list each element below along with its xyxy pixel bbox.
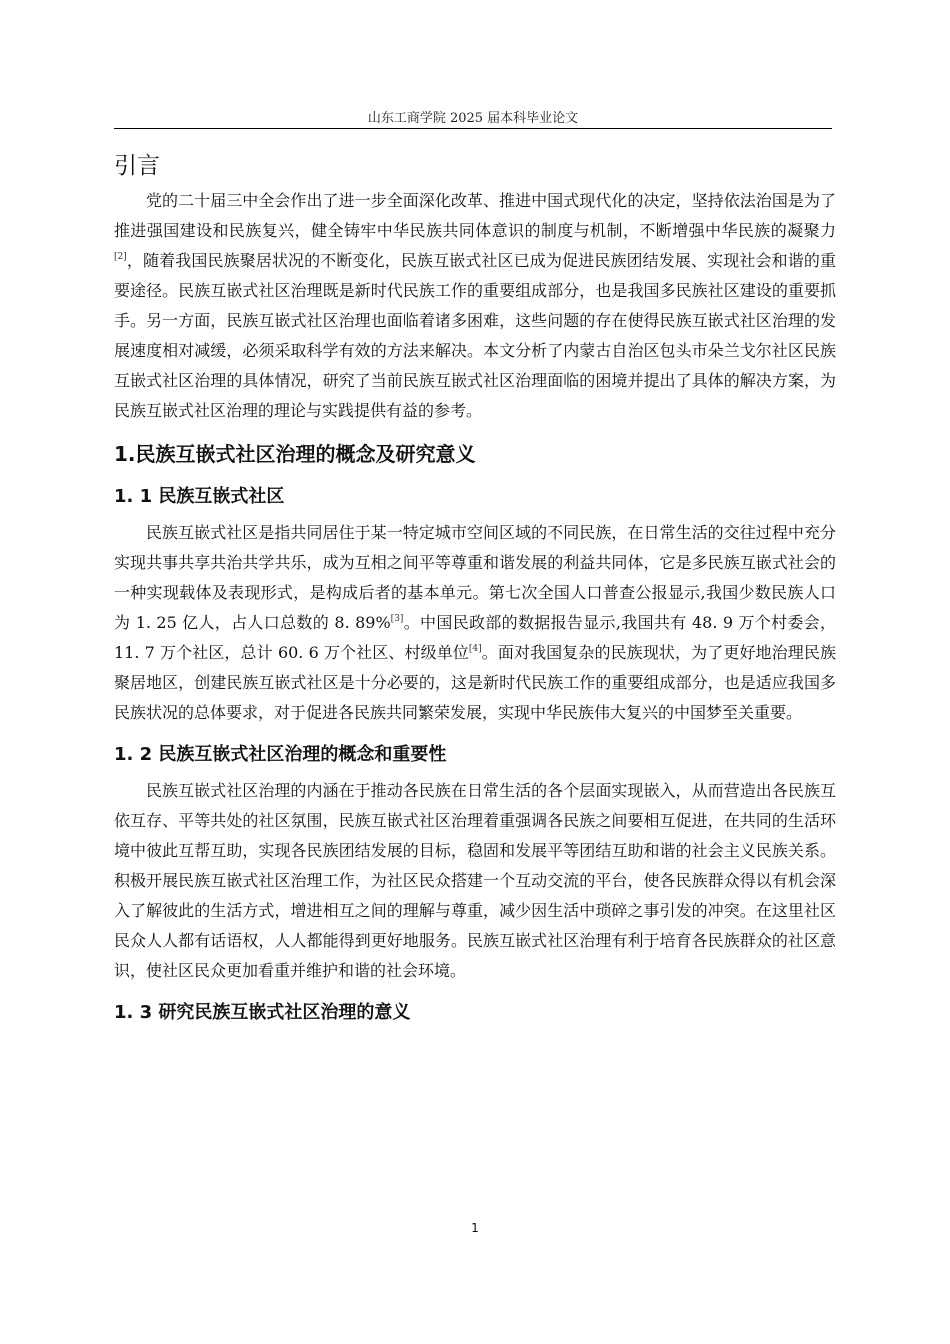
s1-1-text-b: 。中国民政部的数据报告显示,我国共有 48. 9 万个村委会，11. 7 万个社区，总计 60. 6 万个社区、村级单位 <box>114 613 836 662</box>
citation-3: [3] <box>390 614 404 624</box>
citation-4: [4] <box>468 644 482 654</box>
section-1-3-heading: 1. 3 研究民族互嵌式社区治理的意义 <box>114 1002 411 1023</box>
intro-text-b: ，随着我国民族聚居状况的不断变化，民族互嵌式社区已成为促进民族团结发展、实现社会和谐的重要途径。民族互嵌式社区治理既是新时代民族工作的重要组成部分，也是我国多民族社区建设的重要抓手。另一方面，民族互嵌式社区治理也面临着诸多困难，这些问题的存在使得民族互嵌式社区治理的发展速度相对减缓，必须采取科学有效的方法来解决。本文分析了内蒙古自治区包头市朵兰戈尔社区民族互嵌式社区治理的具体情况，研究了当前民族互嵌式社区治理面临的困境并提出了具体的解决方案，为民族互嵌式社区治理的理论与实践提供有益的参考。 <box>114 251 836 420</box>
header-rule <box>114 128 832 129</box>
intro-paragraph <box>114 186 836 426</box>
section-1-2-paragraph: 民族互嵌式社区治理的内涵在于推动各民族在日常生活的各个层面实现嵌入，从而营造出各民族互依互存、平等共处的社区氛围，民族互嵌式社区治理着重强调各民族之间要相互促进，在共同的生活环境中彼此互帮互助，实现各民族团结发展的目标，稳固和发展平等团结互助和谐的社会主义民族关系。积极开展民族互嵌式社区治理工作，为社区民众搭建一个互动交流的平台，使各民族群众得以有机会深入了解彼此的生活方式，增进相互之间的理解与尊重，减少因生活中琐碎之事引发的冲突。在这里社区民众人人都有话语权，人人都能得到更好地服务。民族互嵌式社区治理有利于培育各民族群众的社区意识，使社区民众更加看重并维护和谐的社会环境。 <box>114 781 836 980</box>
intro-heading: 引言 <box>114 153 160 179</box>
section-1-2-heading: 1. 2 民族互嵌式社区治理的概念和重要性 <box>114 744 447 765</box>
section-1-1-heading: 1. 1 民族互嵌式社区 <box>114 486 285 507</box>
running-header: 山东工商学院 2025 届本科毕业论文 <box>367 111 579 126</box>
intro-text-a: 党的二十届三中全会作出了进一步全面深化改革、推进中国式现代化的决定，坚持依法治国是为了推进强国建设和民族复兴，健全铸牢中华民族共同体意识的制度与机制，不断增强中华民族的凝聚力 <box>114 191 836 240</box>
section-1-heading: 1.民族互嵌式社区治理的概念及研究意义 <box>114 442 476 466</box>
page-content <box>114 146 836 1034</box>
s1-1-text-a: 民族互嵌式社区是指共同居住于某一特定城市空间区域的不同民族，在日常生活的交往过程中充分实现共事共享共治共学共乐，成为互相之间平等尊重和谐发展的利益共同体，它是多民族互嵌式社会的一种实现载体及表现形式，是构成后者的基本单元。第七次全国人口普查公报显示,我国少数民族人口为 1. 25 亿人，占人口总数的 8. 89% <box>114 523 836 632</box>
s1-1-text-c: 。面对我国复杂的民族现状，为了更好地治理民族聚居地区，创建民族互嵌式社区是十分必要的，这是新时代民族工作的重要组成部分，也是适应我国多民族状况的总体要求，对于促进各民族共同繁荣发展，实现中华民族伟大复兴的中国梦至关重要。 <box>114 643 836 722</box>
section-1-1-paragraph <box>114 518 836 728</box>
citation-2: [2] <box>114 252 127 262</box>
page-number: 1 <box>471 1221 479 1235</box>
